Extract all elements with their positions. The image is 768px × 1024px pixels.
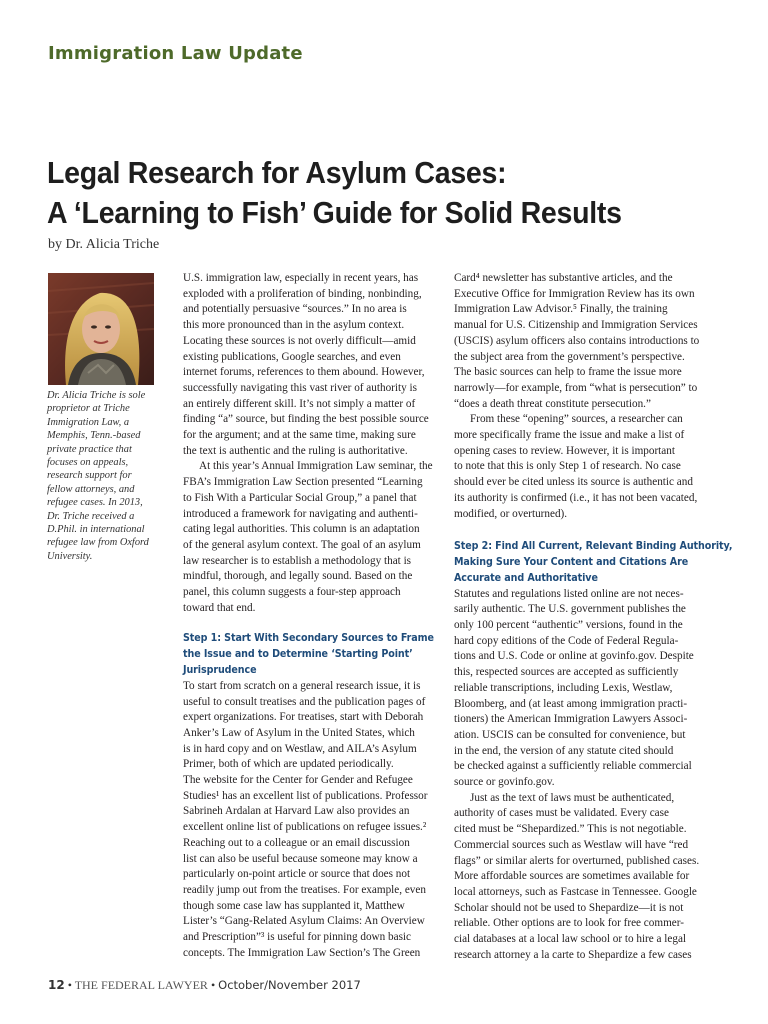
text-line: opening cases to review. However, it is important: [454, 444, 675, 457]
text-line: Reaching out to a colleague or an email discussion: [183, 836, 410, 849]
text-line: FBA’s Immigration Law Section presented “Learning: [183, 476, 423, 489]
spacer: [454, 522, 712, 539]
author-portrait-image: [48, 273, 154, 385]
text-line: only 100 percent “authentic” versions, found in the: [454, 619, 683, 632]
text-line: be checked against a sufficiently reliable commercial: [454, 760, 692, 773]
text-line: Bloomberg, and (at least among immigration practi-: [454, 697, 688, 710]
paragraph-sources-cont: [454, 271, 712, 412]
footer-separator: •: [64, 978, 75, 992]
section-label: Immigration Law Update: [48, 43, 303, 64]
text-line: useful to consult treatises and the publication pages of: [183, 695, 426, 708]
text-line: reliable transcriptions, including Lexis, Westlaw,: [454, 681, 673, 694]
body-column-1: [183, 271, 439, 962]
text-line: Statutes and regulations listed online are not neces-: [454, 587, 684, 600]
text-line: The basic sources can help to frame the issue more: [454, 366, 682, 379]
paragraph-shepardize: [454, 791, 712, 964]
text-line: concepts. The Immigration Law Section’s The Green: [183, 946, 421, 959]
caption-line: proprietor at Triche: [47, 403, 130, 415]
text-line: At this year’s Annual Immigration Law seminar, the: [199, 460, 433, 473]
text-line: more specifically frame the issue and make a list of: [454, 429, 685, 442]
text-line: Sabrineh Ardalan at Harvard Law also provides an: [183, 805, 410, 818]
paragraph-seminar: [183, 459, 439, 616]
text-line: of the general asylum context. The goal of an asylum: [183, 538, 421, 551]
subhead-line: the Issue and to Determine ‘Starting Point’: [183, 648, 413, 661]
text-line: an entirely different skill. It’s not simply a matter of: [183, 397, 416, 410]
author-caption: [47, 389, 167, 563]
text-line: for the argument; and at the same time, making sure: [183, 429, 416, 442]
text-line: to note that this is only Step 1 of research. No case: [454, 460, 681, 473]
text-line: is in hard copy and on Westlaw, and AILA’s Asylum: [183, 742, 417, 755]
text-line: local attorneys, such as Fastcase in Tennessee. Google: [454, 886, 697, 898]
caption-line: research support for: [47, 470, 132, 482]
text-line: mindful, thorough, and legally sound. Based on the: [183, 570, 413, 583]
text-line: research attorney a la carte to Shepardize a few cases: [454, 948, 692, 961]
text-line: its authority is confirmed (i.e., it has not been vacated,: [454, 491, 698, 504]
magazine-name: THE FEDERAL LAWYER: [74, 978, 208, 992]
text-line: tioners) the American Immigration Lawyers Associ-: [454, 713, 688, 726]
text-line: The website for the Center for Gender and Refugee: [183, 774, 413, 787]
caption-line: fellow attorneys, and: [47, 483, 135, 495]
paragraph-opening-sources: [454, 412, 712, 522]
text-line: Studies¹ has an excellent list of publications. Professor: [183, 789, 428, 802]
text-line: the text is authentic and the ruling is authoritative.: [183, 444, 408, 457]
text-line: in the end, the version of any statute cited should: [454, 744, 674, 757]
text-line: hard copy editions of the Code of Federal Regula-: [454, 634, 679, 647]
caption-line: D.Phil. in international: [47, 524, 145, 536]
text-line: the subject area from the government’s perspective.: [454, 350, 685, 363]
text-line: authority of cases must be validated. Every case: [454, 807, 669, 820]
text-line: Commercial sources such as Westlaw will have “red: [454, 838, 689, 851]
text-line: Just as the text of laws must be authenticated,: [470, 791, 675, 804]
subhead-step-1: [183, 631, 439, 678]
text-line: (USCIS) asylum officers also contains introductions to: [454, 334, 700, 347]
body-column-2: [454, 271, 733, 964]
text-line: narrowly—for example, from “what is persecution” to: [454, 381, 698, 394]
caption-line: Dr. Triche received a: [47, 510, 135, 522]
text-line: Card⁴ newsletter has substantive articles, and the: [454, 272, 673, 284]
text-line: cial databases at a local law school or to hire a legal: [454, 933, 687, 946]
issue-date: October/November 2017: [218, 978, 361, 992]
text-line: cited must be “Shepardized.” This is not negotiable.: [454, 823, 687, 836]
text-line: internet forums, references to them abound. However,: [183, 366, 425, 379]
text-line: this, respected sources are accepted as sufficiently: [454, 666, 679, 679]
text-line: Lister’s “Gang-Related Asylum Claims: An Overview: [183, 915, 425, 928]
text-line: list can also be useful because someone may know a: [183, 852, 418, 865]
caption-line: refugee cases. In 2013,: [47, 497, 143, 509]
caption-line: refugee law from Oxford: [47, 537, 149, 549]
text-line: introduced a framework for navigating and authenti-: [183, 507, 418, 520]
text-line: Locating these sources is not overly difficult—amid: [183, 334, 416, 347]
text-line: and potentially persuasive “sources.” In no area is: [183, 303, 407, 316]
text-line: Anker’s Law of Asylum in the United States, which: [183, 726, 415, 739]
text-line: modified, or overturned).: [454, 507, 568, 520]
article-title: [47, 153, 691, 233]
text-line: Immigration Law Advisor.⁵ Finally, the training: [454, 303, 668, 316]
text-line: law researcher is to establish a methodology that is: [183, 554, 412, 567]
spacer: [183, 616, 439, 631]
text-line: reliable. Other options are to look for free commer-: [454, 917, 684, 930]
caption-line: Immigration Law, a: [47, 416, 130, 428]
caption-line: Memphis, Tenn.-based: [47, 430, 141, 442]
text-line: “does a death threat constitute persecution.”: [454, 397, 651, 410]
text-line: existing publications, Google searches, and even: [183, 350, 401, 363]
subhead-step-2: [454, 539, 733, 586]
text-line: to Fish With a Particular Social Group,” a panel that: [183, 491, 417, 504]
caption-line: University.: [47, 550, 93, 562]
text-line: should ever be cited unless its source is authentic and: [454, 476, 693, 489]
text-line: toward that end.: [183, 601, 256, 614]
text-line: excellent online list of publications on refugee issues.²: [183, 821, 427, 834]
text-line: this more pronounced than in the asylum context.: [183, 319, 405, 332]
subhead-line: Making Sure Your Content and Citations Are: [454, 556, 689, 569]
text-line: successfully navigating this vast river of authority is: [183, 381, 417, 394]
text-line: expert organizations. For treatises, start with Deborah: [183, 711, 424, 724]
caption-line: Dr. Alicia Triche is sole: [47, 390, 146, 401]
subhead-line: Step 2: Find All Current, Relevant Binding Authority,: [454, 540, 733, 553]
text-line: To start from scratch on a general research issue, it is: [183, 679, 421, 692]
title-line-1: Legal Research for Asylum Cases:: [47, 155, 507, 190]
text-line: Primer, both of which are updated periodically.: [183, 758, 394, 771]
text-line: and Prescription”³ is useful for pinning down basic: [183, 931, 411, 944]
subhead-line: Accurate and Authoritative: [454, 571, 598, 584]
text-line: exploded with a proliferation of binding, nonbinding,: [183, 287, 422, 300]
byline: by Dr. Alicia Triche: [48, 237, 160, 252]
text-line: particularly on-point article or source that does not: [183, 868, 411, 881]
paragraph-step-2: [454, 587, 712, 791]
text-line: tions and U.S. Code or online at govinfo.gov. Despite: [454, 650, 694, 663]
text-line: U.S. immigration law, especially in recent years, has: [183, 272, 419, 284]
author-photo: [48, 273, 154, 385]
text-line: ation. USCIS can be consulted for convenience, but: [454, 728, 686, 741]
footer-separator: •: [207, 978, 219, 992]
subhead-line: Step 1: Start With Secondary Sources to Frame: [183, 632, 434, 645]
text-line: flags” or similar alerts for overturned, published cases.: [454, 854, 700, 867]
text-line: sarily authentic. The U.S. government publishes the: [454, 603, 686, 616]
page-number: 12: [48, 978, 65, 992]
page-footer: [48, 978, 361, 993]
title-line-2: A ‘Learning to Fish’ Guide for Solid Results: [47, 195, 622, 230]
text-line: cating legal authorities. This column is an adaptation: [183, 523, 420, 536]
caption-line: private practice that: [47, 443, 132, 455]
text-line: Scholar should not be used to Shepardize—it is not: [454, 901, 684, 914]
text-line: manual for U.S. Citizenship and Immigration Services: [454, 319, 698, 332]
text-line: panel, this column suggests a four-step approach: [183, 586, 401, 599]
paragraph-step-1: [183, 679, 439, 962]
text-line: readily jump out from the treatises. For example, even: [183, 884, 426, 896]
caption-line: focuses on appeals,: [47, 457, 129, 469]
text-line: though some case law has supplanted it, Matthew: [183, 899, 405, 912]
text-line: From these “opening” sources, a researcher can: [470, 413, 683, 426]
text-line: Executive Office for Immigration Review has its own: [454, 287, 695, 300]
subhead-line: Jurisprudence: [183, 664, 257, 677]
text-line: source or govinfo.gov.: [454, 776, 555, 789]
text-line: More affordable sources are sometimes available for: [454, 870, 690, 883]
paragraph-intro: [183, 271, 439, 459]
text-line: finding “a” source, but finding the best possible source: [183, 413, 429, 426]
